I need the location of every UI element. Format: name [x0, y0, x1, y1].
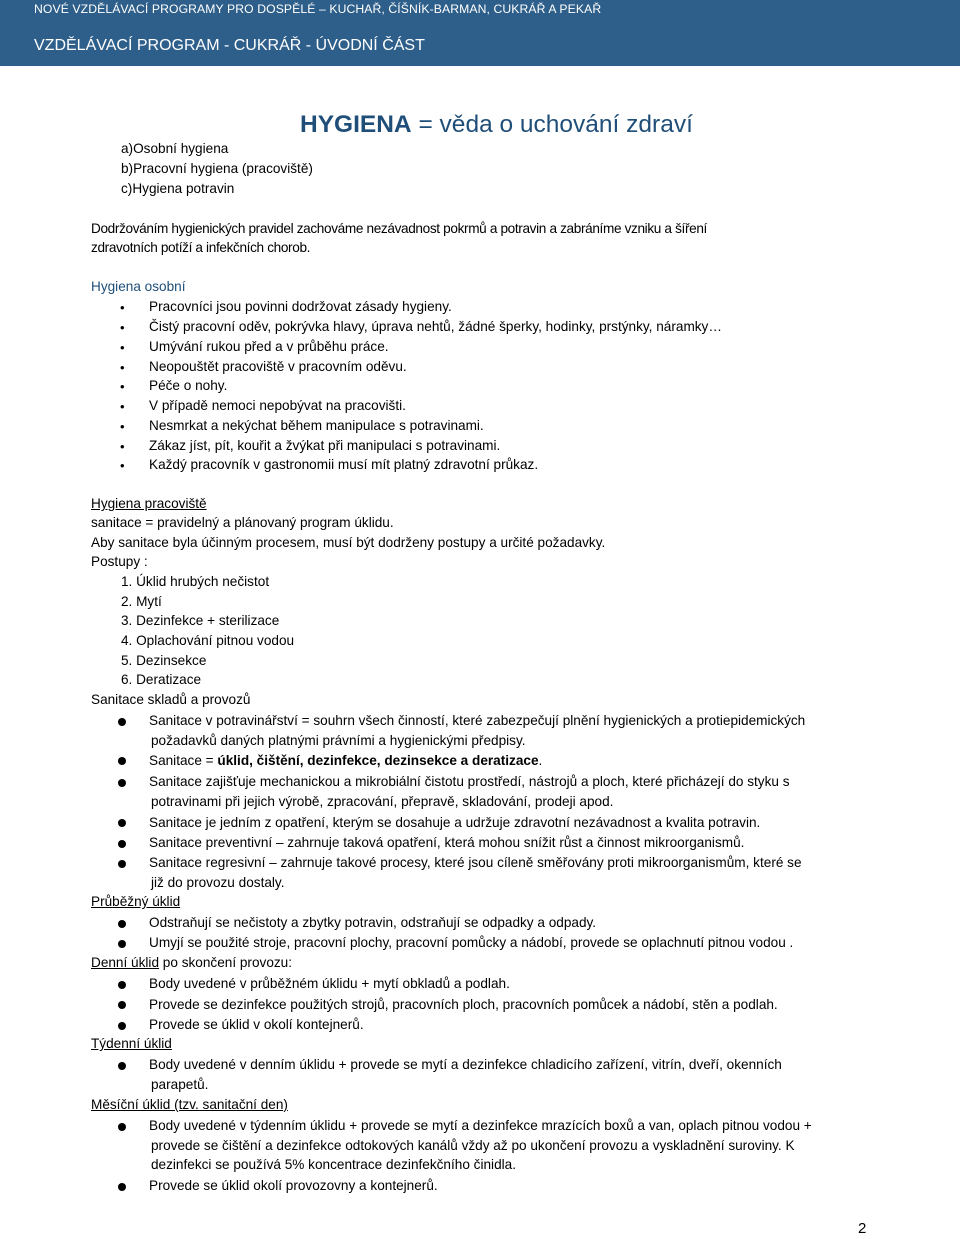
step-item: 2. Mytí [121, 594, 162, 609]
bullet-icon [118, 840, 126, 848]
daily-item: Provede se dezinfekce použitých strojů, pracovních ploch, pracovních pomůcek a nádobí, stěn a podlah. [149, 997, 778, 1012]
personal-hygiene-heading: Hygiena osobní [91, 279, 186, 294]
bullet-icon: • [120, 320, 125, 335]
intro-item-work: b)Pracovní hygiena (pracoviště) [121, 161, 313, 176]
page-title [300, 110, 693, 140]
daily-item: Body uvedené v průběžném úklidu + mytí obkladů a podlah. [149, 976, 510, 991]
ongoing-cleaning-heading: Průběžný úklid [91, 894, 181, 909]
sanitation-item-3-line2: potravinami při jejich výrobě, zpracování, přepravě, skladování, prodeji apod. [151, 794, 614, 809]
header-band [0, 0, 960, 66]
ongoing-item: Odstraňují se nečistoty a zbytky potravin, odstraňují se odpadky a odpady. [149, 915, 597, 930]
list-item: Umývání rukou před a v průběhu práce. [149, 339, 389, 354]
bullet-icon: • [120, 360, 125, 375]
weekly-item-line2: parapetů. [151, 1077, 209, 1092]
title-bold: HYGIENA [300, 111, 412, 138]
monthly-item-1-line1: Body uvedené v týdenním úklidu + provede se mytí a dezinfekce mrazících boxů a van, oplach pitnou vodou + [149, 1118, 812, 1133]
intro-paragraph-line2: zdravotních potíží a infekčních chorob. [91, 240, 311, 255]
header-programs: NOVÉ VZDĚLÁVACÍ PROGRAMY PRO DOSPĚLÉ – KUCHAŘ, ČÍŠNÍK-BARMAN, CUKRÁŘ A PEKAŘ [34, 2, 602, 16]
bullet-icon [118, 757, 126, 765]
bullet-icon [118, 718, 126, 726]
sanitation-item-2-bold: úklid, čištění, dezinfekce, dezinsekce a deratizace [217, 753, 539, 768]
intro-item-personal: a)Osobní hygiena [121, 141, 229, 156]
bullet-icon [118, 940, 126, 948]
bullet-icon [118, 1183, 126, 1191]
daily-cleaning-suffix: po skončení provozu: [159, 955, 293, 970]
bullet-icon: • [120, 458, 125, 473]
workplace-definition: sanitace = pravidelný a plánovaný program úklidu. [91, 515, 394, 530]
weekly-item-line1: Body uvedené v denním úklidu + provede se mytí a dezinfekce chladicího zařízení, vitrín, dveří, okenních [149, 1057, 782, 1072]
sanitation-heading: Sanitace skladů a provozů [91, 692, 251, 707]
monthly-item-1-line3: dezinfekci se používá 5% koncentrace dezinfekčního činidla. [151, 1157, 516, 1172]
bullet-icon: • [120, 340, 125, 355]
workplace-hygiene-heading: Hygiena pracoviště [91, 496, 207, 511]
bullet-icon: • [120, 379, 125, 394]
sanitation-item-4: Sanitace je jedním z opatření, kterým se dosahuje a udržuje zdravotní nezávadnost a kvalita potravin. [149, 815, 761, 830]
list-item: V případě nemoci nepobývat na pracovišti. [149, 398, 406, 413]
step-item: 1. Úklid hrubých nečistot [121, 574, 270, 589]
step-item: 3. Dezinfekce + sterilizace [121, 613, 280, 628]
sanitation-item-2 [149, 751, 542, 771]
bullet-icon [118, 779, 126, 787]
workplace-requirements: Aby sanitace byla účinným procesem, musí být dodrženy postupy a určité požadavky. [91, 535, 606, 550]
step-item: 5. Dezinsekce [121, 653, 207, 668]
monthly-item-2: Provede se úklid okolí provozovny a kontejnerů. [149, 1178, 438, 1193]
title-rest: = věda o uchování zdraví [411, 111, 693, 138]
bullet-icon: • [120, 439, 125, 454]
bullet-icon [118, 1123, 126, 1131]
sanitation-item-1-line1: Sanitace v potravinářství = souhrn všech činností, které zabezpečují plnění hygienických a protiepidemických [149, 713, 806, 728]
bullet-icon [118, 860, 126, 868]
intro-item-food: c)Hygiena potravin [121, 181, 235, 196]
bullet-icon: • [120, 399, 125, 414]
list-item: Zákaz jíst, pít, kouřit a žvýkat při manipulaci s potravinami. [149, 438, 501, 453]
monthly-item-1-line2: provede se čištění a dezinfekce odtokových kanálů vždy až po ukončení provozu a vyskladnění suroviny. K [151, 1138, 795, 1153]
header-program-title: VZDĚLÁVACÍ PROGRAM - CUKRÁŘ - ÚVODNÍ ČÁST [34, 37, 425, 54]
sanitation-item-2-suffix: . [538, 753, 543, 768]
list-item: Každý pracovník v gastronomii musí mít platný zdravotní průkaz. [149, 457, 539, 472]
daily-cleaning-title: Denní úklid [91, 955, 160, 970]
daily-item: Provede se úklid v okolí kontejnerů. [149, 1017, 364, 1032]
list-item: Čistý pracovní oděv, pokrývka hlavy, úprava nehtů, žádné šperky, hodinky, prstýnky, náramky… [149, 319, 722, 334]
list-item: Neopouštět pracoviště v pracovním oděvu. [149, 359, 407, 374]
bullet-icon [118, 920, 126, 928]
list-item: Péče o nohy. [149, 378, 228, 393]
bullet-icon: • [120, 419, 125, 434]
list-item: Pracovníci jsou povinni dodržovat zásady hygieny. [149, 299, 452, 314]
sanitation-item-5: Sanitace preventivní – zahrnuje taková opatření, která mohou snížit růst a činnost mikroorganismů. [149, 835, 745, 850]
list-item: Nesmrkat a nekýchat během manipulace s potravinami. [149, 418, 484, 433]
ongoing-item: Umyjí se použité stroje, pracovní plochy, pracovní pomůcky a nádobí, provede se oplachnutí pitnou vodou . [149, 935, 794, 950]
sanitation-item-1-line2: požadavků daných platnými právními a hygienickými předpisy. [151, 733, 526, 748]
sanitation-item-2-prefix: Sanitace = [149, 753, 218, 768]
bullet-icon: • [120, 300, 125, 315]
steps-label: Postupy : [91, 554, 148, 569]
bullet-icon [118, 819, 126, 827]
sanitation-item-3-line1: Sanitace zajišťuje mechanickou a mikrobiální čistotu prostředí, nástrojů a ploch, které přicházejí do styku s [149, 774, 790, 789]
weekly-cleaning-heading: Týdenní úklid [91, 1036, 172, 1051]
daily-cleaning-heading [91, 953, 292, 973]
bullet-icon [118, 1022, 126, 1030]
monthly-cleaning-heading: Měsíční úklid (tzv. sanitační den) [91, 1097, 288, 1112]
intro-paragraph-line1: Dodržováním hygienických pravidel zachováme nezávadnost pokrmů a potravin a zabráníme vzniku a šíření [91, 221, 707, 236]
step-item: 6. Deratizace [121, 672, 202, 687]
page-number: 2 [858, 1220, 867, 1237]
sanitation-item-6-line2: již do provozu dostaly. [151, 875, 285, 890]
step-item: 4. Oplachování pitnou vodou [121, 633, 295, 648]
bullet-icon [118, 981, 126, 989]
bullet-icon [118, 1001, 126, 1009]
bullet-icon [118, 1062, 126, 1070]
sanitation-item-6-line1: Sanitace regresivní – zahrnuje takové procesy, které jsou cíleně směřovány proti mikroorganismům, které se [149, 855, 802, 870]
